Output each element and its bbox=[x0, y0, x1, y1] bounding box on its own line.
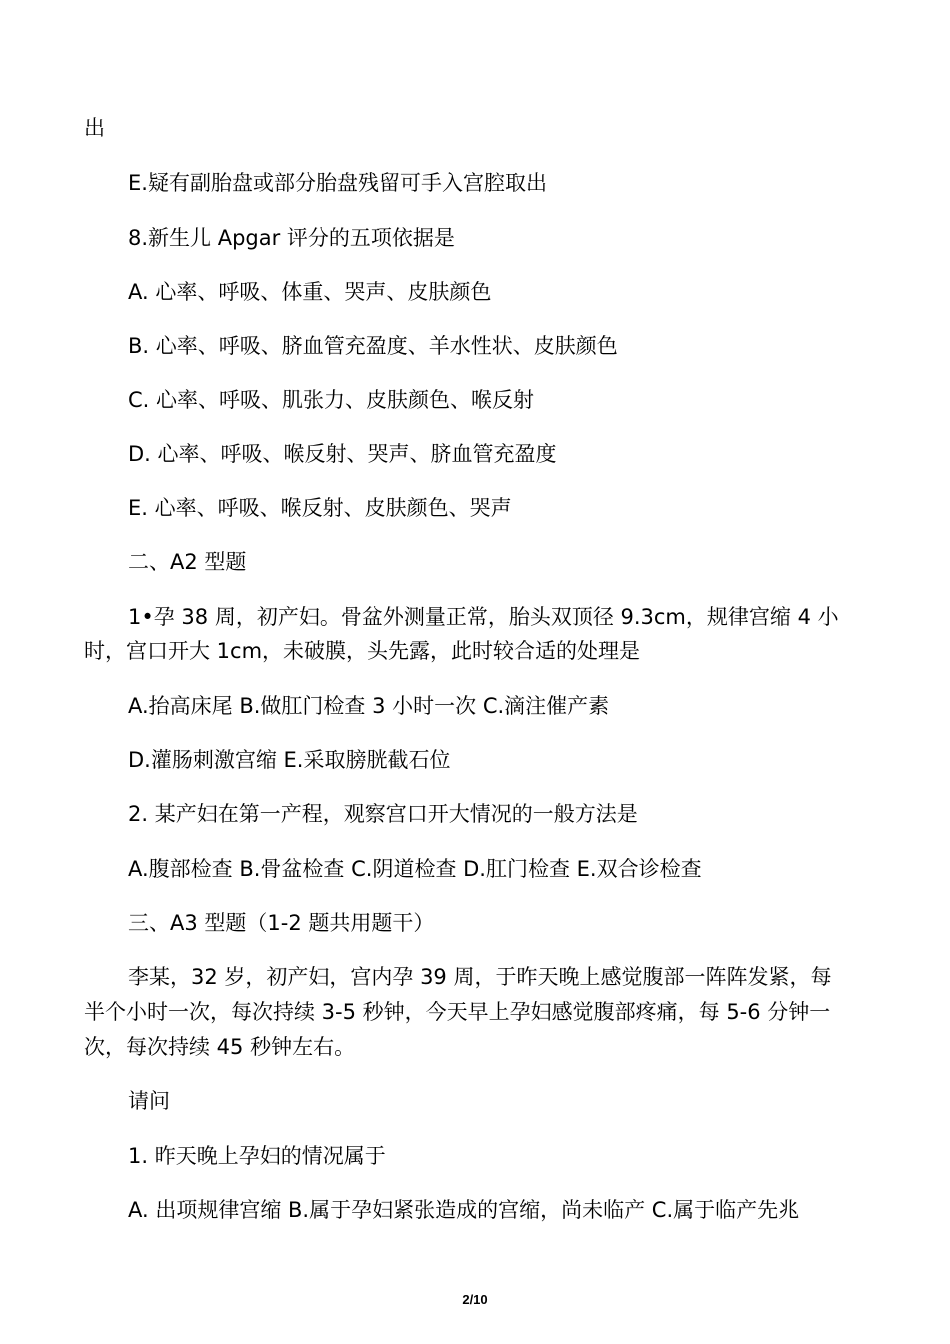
answer-option: A. 心率、呼吸、体重、哭声、皮肤颜色 bbox=[128, 280, 492, 304]
section-heading: 二、A2 型题 bbox=[128, 550, 247, 574]
question-stem: 2. 某产妇在第一产程，观察宫口开大情况的一般方法是 bbox=[128, 802, 638, 826]
answer-option: D. 心率、呼吸、喉反射、哭声、脐血管充盈度 bbox=[128, 442, 557, 466]
answer-option: B. 心率、呼吸、脐血管充盈度、羊水性状、皮肤颜色 bbox=[128, 334, 618, 358]
answer-option: D.灌肠刺激宫缩 E.采取膀胱截石位 bbox=[128, 748, 451, 772]
case-paragraph: 李某，32 岁，初产妇，宫内孕 39 周，于昨天晚上感觉腹部一阵阵发紧，每 bbox=[128, 965, 832, 989]
answer-option: A. 出项规律宫缩 B.属于孕妇紧张造成的宫缩，尚未临产 C.属于临产先兆 bbox=[128, 1198, 800, 1222]
text-line: 出 bbox=[84, 116, 105, 140]
text-line: E.疑有副胎盘或部分胎盘残留可手入宫腔取出 bbox=[128, 171, 547, 195]
section-heading: 三、A3 型题（1-2 题共用题干） bbox=[128, 911, 435, 935]
question-stem: 时，宫口开大 1cm，未破膜，头先露，此时较合适的处理是 bbox=[84, 639, 641, 663]
answer-option: A.抬高床尾 B.做肛门检查 3 小时一次 C.滴注催产素 bbox=[128, 694, 610, 718]
answer-option: C. 心率、呼吸、肌张力、皮肤颜色、喉反射 bbox=[128, 388, 535, 412]
question-stem: 1•孕 38 周，初产妇。骨盆外测量正常，胎头双顶径 9.3cm，规律宫缩 4 小 bbox=[128, 605, 839, 629]
answer-option: A.腹部检查 B.骨盆检查 C.阴道检查 D.肛门检查 E.双合诊检查 bbox=[128, 857, 702, 881]
question-stem: 8.新生儿 Apgar 评分的五项依据是 bbox=[128, 226, 455, 250]
case-paragraph: 半个小时一次，每次持续 3-5 秒钟，今天早上孕妇感觉腹部疼痛，每 5-6 分钟一 bbox=[84, 1000, 831, 1024]
page-number: 2/10 bbox=[462, 1292, 488, 1307]
question-stem: 1. 昨天晚上孕妇的情况属于 bbox=[128, 1144, 386, 1168]
answer-option: E. 心率、呼吸、喉反射、皮肤颜色、哭声 bbox=[128, 496, 512, 520]
text-line: 请问 bbox=[128, 1089, 170, 1113]
case-paragraph: 次，每次持续 45 秒钟左右。 bbox=[84, 1035, 356, 1059]
